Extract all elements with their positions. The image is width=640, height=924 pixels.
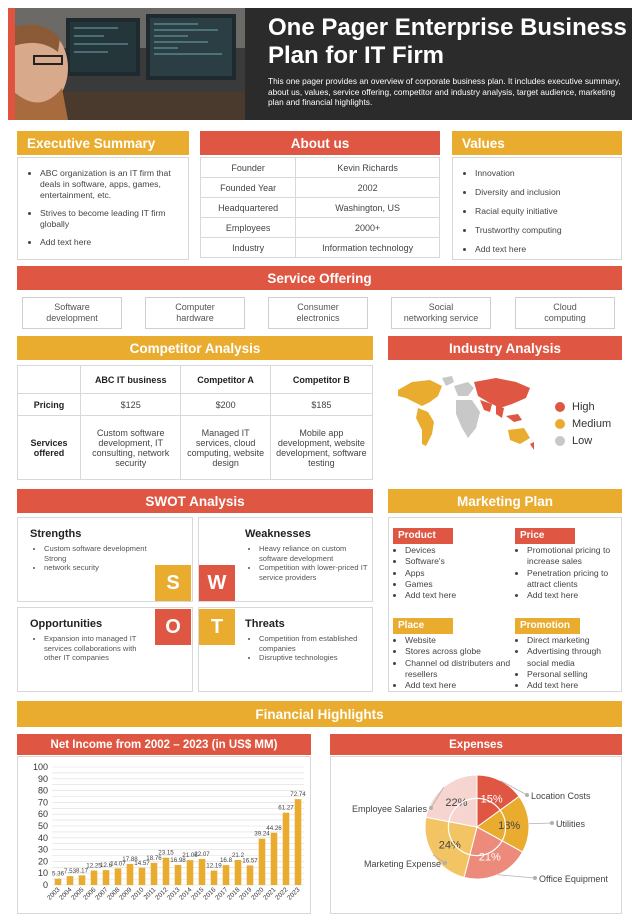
expenses-chart-title: Expenses [330,734,622,755]
bar [115,868,122,885]
pie-leader-line [498,875,535,878]
marketing-promotion-item: • Personal selling [527,669,621,680]
pie-category-label: Employee Salaries [351,804,427,814]
swot-weaknesses-item: • Heavy reliance on custom software development [259,544,371,563]
x-tick-label: 2019 [238,886,254,902]
about-us-row [201,238,440,258]
legend-medium [555,415,625,432]
bar-value-label: 21.06 [182,852,198,860]
competitor-cell: $200 [181,394,270,416]
competitor-header-row [18,366,373,394]
industry-legend [555,398,625,449]
y-tick-label: 100 [32,762,48,772]
service-offering-heading: Service Offering [17,266,622,290]
swot-weaknesses-item: • Competition with lower-priced IT service providers [259,563,371,582]
bar [139,868,146,885]
x-tick-label: 2006 [82,886,98,902]
header-accent-strip [8,8,15,120]
x-tick-label: 2005 [70,886,86,902]
marketing-product-item: • Apps [405,568,511,579]
service-cloud-computing [515,297,615,329]
marketing-product-tag: Product [393,528,453,544]
pie-percent-label: 22% [445,797,468,810]
x-tick-label: 2007 [94,886,110,902]
x-tick-label: 2013 [166,886,182,902]
pie-leader-dot [429,806,433,810]
marketing-place-item: • Add text here [405,680,513,691]
bar-value-label: 14.07 [110,860,126,868]
swot-letter-o: O [155,609,191,645]
marketing-place-item: • Stores across globe [405,646,513,657]
x-tick-label: 2020 [250,886,266,902]
values-item: • Trustworthy computing [475,225,621,236]
bar [223,865,230,885]
pie-leader-line [529,823,552,824]
y-tick-label: 10 [37,868,48,879]
pie-percent-label: 15% [480,793,503,806]
swot-opportunities-item: • Expansion into managed IT services collaborations with other IT companies [44,634,146,663]
pie-leader-dot [443,861,447,865]
competitor-cell: $125 [81,394,181,416]
competitor-row-label: Services offered [18,416,81,480]
pie-percent-label: 24% [438,839,461,852]
service-social-networking [391,297,491,329]
x-tick-label: 2009 [118,886,134,902]
legend-dot-medium [555,419,565,429]
executive-summary-item: • Strives to become leading IT firm globally [40,208,188,230]
executive-summary-item: • ABC organization is an IT firm that deals in software, apps, games, entertainment, etc. [40,168,188,201]
about-us-value: 2000+ [296,218,440,238]
marketing-promotion-tag: Promotion [515,618,580,634]
about-us-row [201,178,440,198]
legend-dot-low [555,436,565,446]
marketing-place [393,615,513,691]
pie-category-label: Office Equipment [539,874,608,884]
x-tick-label: 2012 [154,886,170,902]
service-line: Computer [175,302,215,312]
bar [175,865,182,885]
x-tick-label: 2010 [130,886,146,902]
page-title: One Pager Enterprise Business Plan for IT Firm [268,14,627,69]
x-tick-label: 2003 [46,886,62,902]
pie-percent-label: 18% [498,819,521,832]
about-us-row [201,218,440,238]
marketing-place-item: • Website [405,635,513,646]
swot-opportunities-title: Opportunities [30,618,103,630]
marketing-plan-heading: Marketing Plan [388,489,622,513]
bar [103,870,110,885]
y-tick-label: 20 [37,856,48,867]
net-income-chart [18,757,310,913]
bar-value-label: 22.07 [194,850,210,858]
pie-leader-dot [533,876,537,880]
y-tick-label: 90 [37,773,48,784]
x-tick-label: 2011 [142,886,158,902]
world-map [392,372,542,472]
bar [235,860,242,885]
pie-percent-label: 21% [478,851,501,864]
pie-leader-dot [550,821,554,825]
competitor-row-pricing [18,394,373,416]
swot-threats-item: • Competition from established companies [259,634,371,653]
service-line: Software [54,302,90,312]
bar-value-label: 12.6 [99,862,113,870]
bar-value-label: 7.53 [63,868,77,876]
bar-value-label: 12.19 [206,862,222,870]
swot-weaknesses-title: Weaknesses [245,528,311,540]
executive-summary-item: • Add text here [40,237,188,248]
about-us-key: Founded Year [201,178,296,198]
bar-value-label: 16.8 [219,857,233,865]
marketing-promotion-item: • Add text here [527,680,621,691]
marketing-promotion-item: • Direct marketing [527,635,621,646]
bar-value-label: 16.98 [170,856,186,864]
marketing-product [393,525,511,601]
about-us-heading: About us [200,131,440,155]
y-tick-label: 40 [37,832,48,843]
competitor-col-header [18,366,81,394]
bar [79,875,86,885]
bar [187,860,194,885]
financial-highlights-heading: Financial Highlights [17,701,622,727]
net-income-chart-box [17,756,311,914]
service-line: Cloud [553,302,577,312]
values-item: • Add text here [475,244,621,255]
executive-summary-box [17,157,189,260]
about-us-row [201,158,440,178]
values-item: • Innovation [475,168,621,179]
swot-threats-title: Threats [245,618,285,630]
swot-letter-w: W [199,565,235,601]
swot-strengths-item: • Custom software development Strong [44,544,154,563]
x-tick-label: 2017 [214,886,230,902]
y-tick-label: 60 [37,809,48,820]
competitor-cell: $185 [270,394,372,416]
marketing-price-item: • Penetration pricing to attract clients [527,568,619,591]
x-tick-label: 2018 [226,886,242,902]
marketing-product-item: • Software's [405,556,511,567]
bar [283,813,290,885]
values-heading: Values [452,131,622,155]
about-us-value: Information technology [296,238,440,258]
marketing-place-tag: Place [393,618,453,634]
bar-value-label: 14.57 [134,859,150,867]
service-line: Consumer [297,302,339,312]
marketing-product-item: • Add text here [405,590,511,601]
about-us-key: Employees [201,218,296,238]
x-tick-label: 2016 [202,886,218,902]
x-tick-label: 2022 [274,886,290,902]
swot-letter-s: S [155,565,191,601]
bar [151,863,158,885]
bar [199,859,206,885]
bar [271,833,278,885]
swot-strengths-item: • network security [44,563,154,573]
expenses-chart [331,757,621,913]
swot-heading: SWOT Analysis [17,489,373,513]
x-tick-label: 2015 [190,886,206,902]
executive-summary-heading: Executive Summary [17,131,189,155]
competitor-row-label: Pricing [18,394,81,416]
bar [67,876,74,885]
y-tick-label: 70 [37,797,48,808]
swot-strengths-title: Strengths [30,528,82,540]
bar-value-label: 17.88 [122,855,138,863]
expenses-chart-box [330,756,622,914]
legend-high [555,398,625,415]
bar-value-label: 72.74 [290,791,306,799]
marketing-price-item: • Promotional pricing to increase sales [527,545,619,568]
service-line: hardware [176,313,214,323]
service-computer-hardware [145,297,245,329]
about-us-value: 2002 [296,178,440,198]
service-line: Social [428,302,454,312]
bar-value-label: 23.15 [158,849,174,857]
y-tick-label: 0 [42,880,48,890]
swot-letter-t: T [199,609,235,645]
bar-value-label: 18.76 [146,854,162,862]
about-us-key: Founder [201,158,296,178]
competitor-cell: Managed IT services, cloud computing, website design [181,416,270,480]
marketing-product-item: • Devices [405,545,511,556]
legend-low [555,432,625,449]
values-item: • Diversity and inclusion [475,187,621,198]
about-us-table [200,157,440,260]
net-income-chart-title: Net Income from 2002 – 2023 (in US$ MM) [17,734,311,755]
page-description: This one pager provides an overview of corporate business plan. It includes executive summary, about us, values, service offering, competitor and industry analysis, target audience, marketing plan and financial highlights. [268,76,621,107]
bar-value-label: 12.25 [86,862,102,870]
y-tick-label: 80 [37,785,48,796]
marketing-price-tag: Price [515,528,575,544]
competitor-cell: Mobile app development, website development, software testing [270,416,372,480]
legend-dot-high [555,402,565,412]
bar-value-label: 39.24 [254,830,270,838]
service-line: development [46,313,98,323]
pie-category-label: Marketing Expense [363,859,441,869]
marketing-promotion [515,615,621,691]
legend-label: Medium [572,417,612,430]
bar [247,865,254,885]
marketing-place-item: • Channel od distributers and resellers [405,658,513,681]
header-photo [8,8,245,120]
values-box [452,157,622,260]
about-us-key: Headquartered [201,198,296,218]
bar [127,864,134,885]
bar [163,858,170,885]
service-line: electronics [296,313,340,323]
legend-label: High [572,400,595,413]
bar-value-label: 44.26 [266,824,282,832]
legend-label: Low [572,434,593,447]
about-us-key: Industry [201,238,296,258]
pie-category-label: Location Costs [531,791,591,801]
competitor-col-header: ABC IT business [81,366,181,394]
values-item: • Racial equity initiative [475,206,621,217]
pie-category-label: Utilities [556,819,586,829]
competitor-cell: Custom software development, IT consulting, network security [81,416,181,480]
bar [55,879,62,885]
bar-value-label: 21.2 [231,851,245,859]
bar [295,799,302,885]
bar [91,871,98,885]
service-consumer-electronics [268,297,368,329]
bar [211,871,218,885]
x-tick-label: 2023 [286,886,302,902]
competitor-col-header: Competitor B [270,366,372,394]
y-tick-label: 30 [37,844,48,855]
marketing-product-item: • Games [405,579,511,590]
x-tick-label: 2004 [58,886,74,902]
bar-value-label: 5.36 [51,870,65,878]
marketing-price-item: • Add text here [527,590,619,601]
bar-value-label: 16.57 [242,857,258,865]
x-tick-label: 2021 [262,886,278,902]
service-line: networking service [403,313,479,323]
bar-value-label: 8.17 [75,867,89,875]
marketing-promotion-item: • Advertising through social media [527,646,621,669]
industry-analysis-heading: Industry Analysis [388,336,622,360]
competitor-table [17,365,373,481]
about-us-value: Kevin Richards [296,158,440,178]
about-us-row [201,198,440,218]
marketing-price [515,525,619,601]
service-software-development [22,297,122,329]
bar-value-label: 61.27 [278,804,294,812]
bar [259,839,266,885]
swot-threats-item: • Disruptive technologies [259,653,371,663]
x-tick-label: 2014 [178,886,194,902]
competitor-col-header: Competitor A [181,366,270,394]
competitor-row-services [18,416,373,480]
competitor-analysis-heading: Competitor Analysis [17,336,373,360]
about-us-value: Washington, US [296,198,440,218]
y-tick-label: 50 [37,821,48,831]
service-line: computing [544,313,586,323]
pie-leader-dot [525,793,529,797]
x-tick-label: 2008 [106,886,122,902]
